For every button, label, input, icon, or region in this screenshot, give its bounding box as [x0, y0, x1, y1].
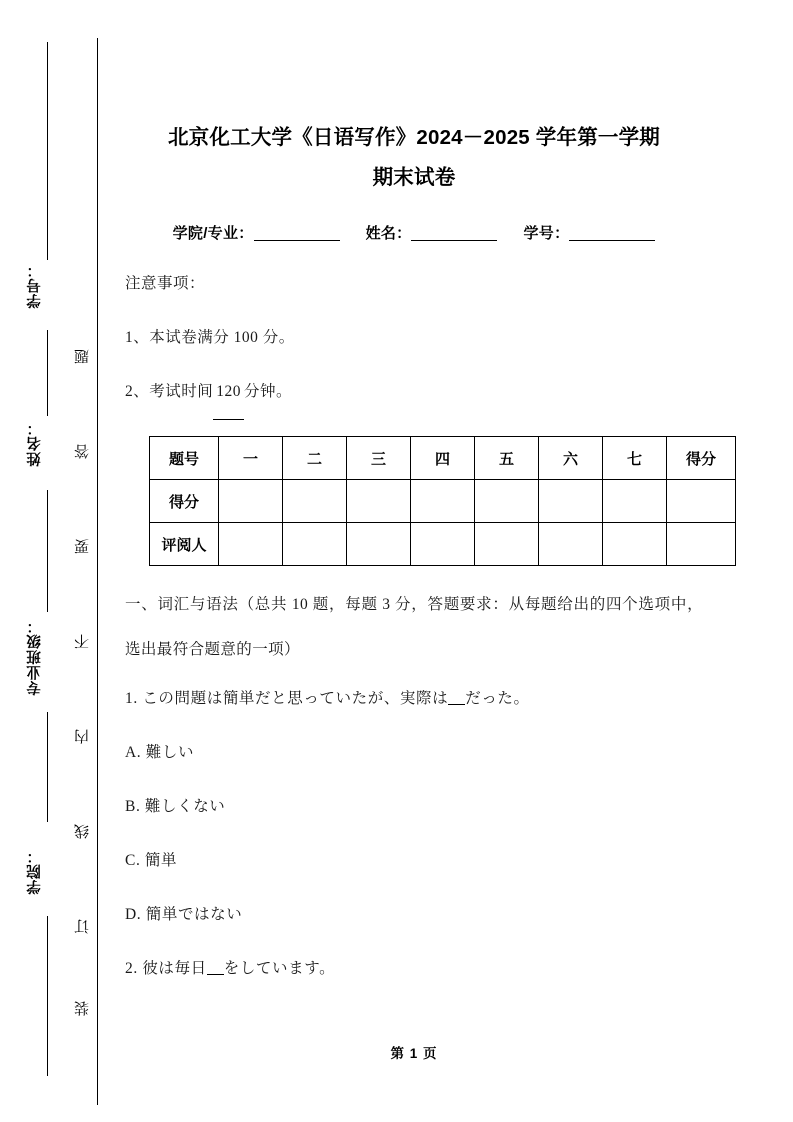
- seal-char-da: 答: [75, 443, 91, 459]
- notice-item-2-prefix: 2、考试时间: [125, 383, 214, 400]
- header-cell-1: 一: [219, 437, 283, 480]
- table-header-row: [150, 437, 736, 480]
- grader-cell-2[interactable]: [283, 523, 347, 566]
- score-cell-5[interactable]: [475, 480, 539, 523]
- question-1-number: 1.: [125, 690, 138, 707]
- margin-label-class: 专业班级：: [27, 618, 43, 696]
- notice-item-2: [125, 365, 703, 420]
- score-cell-3[interactable]: [347, 480, 411, 523]
- score-table: [149, 436, 736, 566]
- score-cell-1[interactable]: [219, 480, 283, 523]
- header-cell-question-no: 题号: [150, 437, 219, 480]
- question-1-text-after: だった。: [465, 690, 530, 707]
- grader-cell-7[interactable]: [603, 523, 667, 566]
- question-1-option-c[interactable]: C. 簡単: [125, 852, 178, 869]
- student-id-field[interactable]: [569, 240, 655, 241]
- margin-rule-segment-1: [47, 42, 48, 260]
- college-major-label: 学院/专业：: [172, 225, 254, 242]
- margin-fields-column: [24, 0, 64, 1122]
- score-cell-4[interactable]: [411, 480, 475, 523]
- title-line-1: 北京化工大学《日语写作》2024－2025 学年第一学期: [167, 126, 660, 149]
- exam-duration-value: 120: [213, 365, 244, 420]
- seal-char-bu: 不: [75, 633, 91, 649]
- margin-label-college: 学院：: [27, 848, 43, 895]
- question-2-blank[interactable]: [207, 974, 224, 975]
- header-cell-total: 得分: [667, 437, 736, 480]
- score-table-container: [149, 436, 716, 566]
- question-1-text-before: この問題は簡単だと思っていたが、実際は: [142, 690, 449, 707]
- score-cell-2[interactable]: [283, 480, 347, 523]
- grader-cell-3[interactable]: [347, 523, 411, 566]
- college-major-field[interactable]: [254, 240, 340, 241]
- page-footer: [125, 1042, 703, 1062]
- grader-cell-5[interactable]: [475, 523, 539, 566]
- header-cell-6: 六: [539, 437, 603, 480]
- grader-cell-total[interactable]: [667, 523, 736, 566]
- row-label-score: 得分: [150, 480, 219, 523]
- seal-char-zhuang: 装: [75, 1000, 91, 1016]
- notice-item-2-suffix: 分钟。: [244, 383, 293, 400]
- margin-rule-segment-2: [47, 330, 48, 416]
- margin-label-name: 姓名：: [27, 420, 43, 467]
- notice-heading: 注意事项：: [125, 275, 206, 292]
- question-1-option-d[interactable]: D. 簡単ではない: [125, 906, 243, 923]
- name-label: 姓名：: [365, 225, 412, 242]
- student-info-line: [125, 222, 703, 243]
- margin-rule-segment-4: [47, 712, 48, 822]
- margin-seal-column: [72, 0, 112, 1122]
- student-id-label: 学号：: [523, 225, 570, 242]
- margin-rule-segment-3: [47, 490, 48, 612]
- header-cell-2: 二: [283, 437, 347, 480]
- header-cell-4: 四: [411, 437, 475, 480]
- question-1-option-b[interactable]: B. 難しくない: [125, 798, 226, 815]
- margin-rule-segment-5: [47, 916, 48, 1076]
- grader-cell-1[interactable]: [219, 523, 283, 566]
- paper-content: [125, 0, 716, 996]
- seal-char-yao: 要: [75, 538, 91, 554]
- question-1-blank[interactable]: [448, 704, 465, 705]
- question-2-number: 2.: [125, 960, 138, 977]
- title-line-2: 期末试卷: [372, 166, 456, 189]
- question-2: [125, 942, 703, 996]
- grader-cell-6[interactable]: [539, 523, 603, 566]
- seal-char-nei: 内: [75, 728, 91, 744]
- grader-cell-4[interactable]: [411, 523, 475, 566]
- notice-item-1: 1、本试卷满分 100 分。: [125, 329, 295, 346]
- table-row: [150, 480, 736, 523]
- header-cell-3: 三: [347, 437, 411, 480]
- page-number-label: 第 1 页: [390, 1046, 438, 1061]
- question-2-text-after: をしています。: [223, 960, 336, 977]
- seal-char-ding: 订: [75, 918, 91, 934]
- row-label-grader: 评阅人: [150, 523, 219, 566]
- question-1: [125, 672, 703, 726]
- name-field[interactable]: [411, 240, 497, 241]
- seal-char-ti: 题: [75, 348, 91, 364]
- question-2-text-before: 彼は毎日: [142, 960, 207, 977]
- table-row: [150, 523, 736, 566]
- score-cell-7[interactable]: [603, 480, 667, 523]
- header-cell-7: 七: [603, 437, 667, 480]
- score-cell-total[interactable]: [667, 480, 736, 523]
- margin-label-student-id: 学号：: [27, 262, 43, 309]
- score-cell-6[interactable]: [539, 480, 603, 523]
- section-heading-vocabulary-grammar: 一、词汇与语法（总共 10 题，每题 3 分，答题要求：从每题给出的四个选项中，选出最符合题意的一项）: [125, 596, 703, 658]
- seal-char-xian: 线: [75, 823, 91, 839]
- header-cell-5: 五: [475, 437, 539, 480]
- question-1-option-a[interactable]: A. 難しい: [125, 744, 195, 761]
- page-title: [125, 0, 703, 198]
